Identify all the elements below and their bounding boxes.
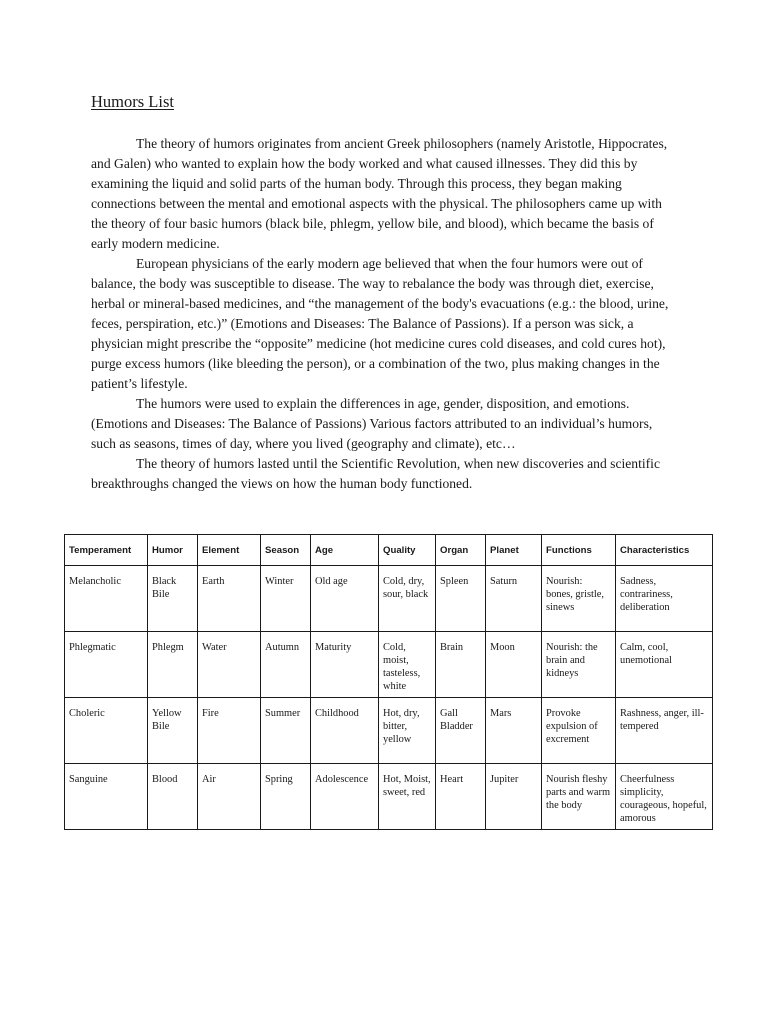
table-cell: Brain xyxy=(436,632,486,698)
header-functions: Functions xyxy=(542,535,616,566)
table-cell: Melancholic xyxy=(65,566,148,632)
table-cell: Cold, moist, tasteless, white xyxy=(379,632,436,698)
table-header-row xyxy=(65,535,713,566)
table-row xyxy=(65,632,713,698)
table-cell: Phlegmatic xyxy=(65,632,148,698)
table-cell: Maturity xyxy=(311,632,379,698)
header-characteristics: Characteristics xyxy=(616,535,713,566)
table-cell: Hot, Moist, sweet, red xyxy=(379,764,436,830)
header-quality: Quality xyxy=(379,535,436,566)
header-organ: Organ xyxy=(436,535,486,566)
table-cell: Jupiter xyxy=(486,764,542,830)
table-cell: Provoke expulsion of excrement xyxy=(542,698,616,764)
table-cell: Summer xyxy=(261,698,311,764)
table-cell: Earth xyxy=(198,566,261,632)
table-cell: Air xyxy=(198,764,261,830)
paragraph-4: The theory of humors lasted until the Scientific Revolution, when new discoveries and scientific breakthroughs changed the views on how the human body functioned. xyxy=(91,456,660,491)
header-humor: Humor xyxy=(148,535,198,566)
table-cell: Sanguine xyxy=(65,764,148,830)
document-body xyxy=(91,134,671,494)
humors-table xyxy=(64,534,713,830)
paragraph-2: European physicians of the early modern age believed that when the four humors were out of balance, the body was susceptible to disease. The way to rebalance the body was through diet, exercise, herbal or mineral-based medicines, and “the management of the body's evacuations (e.g.: the blood, urine, feces, perspiration, etc.)” (Emotions and Diseases: The Balance of Passions). If a person was sick, a physician might prescribe the “opposite” medicine (hot medicine cures cold diseases, and cold cures hot), purge excess humors (like bleeding the person), or a combination of the two, plus making changes in the patient’s lifestyle. xyxy=(91,256,669,391)
table-cell: Cheerfulness simplicity, courageous, hopeful, amorous xyxy=(616,764,713,830)
table-cell: Saturn xyxy=(486,566,542,632)
table-cell: Black Bile xyxy=(148,566,198,632)
paragraph-3: The humors were used to explain the differences in age, gender, disposition, and emotions. (Emotions and Diseases: The Balance of Passions) Various factors attributed to an individual’s humors, such as seasons, times of day, where you lived (geography and climate), etc… xyxy=(91,396,653,451)
table-cell: Water xyxy=(198,632,261,698)
table-cell: Calm, cool, unemotional xyxy=(616,632,713,698)
table-cell: Autumn xyxy=(261,632,311,698)
table-cell: Childhood xyxy=(311,698,379,764)
table-cell: Fire xyxy=(198,698,261,764)
table-cell: Phlegm xyxy=(148,632,198,698)
table-cell: Sadness, contrariness, deliberation xyxy=(616,566,713,632)
table-cell: Moon xyxy=(486,632,542,698)
header-season: Season xyxy=(261,535,311,566)
table-cell: Heart xyxy=(436,764,486,830)
table-cell: Nourish fleshy parts and warm the body xyxy=(542,764,616,830)
table-cell: Nourish: the brain and kidneys xyxy=(542,632,616,698)
header-temperament: Temperament xyxy=(65,535,148,566)
table-cell: Spleen xyxy=(436,566,486,632)
table-cell: Spring xyxy=(261,764,311,830)
page-title: Humors List xyxy=(91,92,174,111)
table-cell: Choleric xyxy=(65,698,148,764)
table-cell: Rashness, anger, ill-tempered xyxy=(616,698,713,764)
header-planet: Planet xyxy=(486,535,542,566)
table-cell: Nourish: bones, gristle, sinews xyxy=(542,566,616,632)
table-cell: Mars xyxy=(486,698,542,764)
table-cell: Yellow Bile xyxy=(148,698,198,764)
paragraph-1: The theory of humors originates from ancient Greek philosophers (namely Aristotle, Hippocrates, and Galen) who wanted to explain how the body worked and what caused illnesses. They did this by examining the liquid and solid parts of the human body. Through this process, they began making connections between the mental and emotional aspects with the physical. The philosophers came up with the theory of four basic humors (black bile, phlegm, yellow bile, and blood), which became the basis of early modern medicine. xyxy=(91,136,668,251)
header-age: Age xyxy=(311,535,379,566)
table-row xyxy=(65,698,713,764)
table-cell: Old age xyxy=(311,566,379,632)
table-cell: Winter xyxy=(261,566,311,632)
table-cell: Cold, dry, sour, black xyxy=(379,566,436,632)
table-row xyxy=(65,764,713,830)
table-cell: Hot, dry, bitter, yellow xyxy=(379,698,436,764)
table-cell: Blood xyxy=(148,764,198,830)
header-element: Element xyxy=(198,535,261,566)
table-row xyxy=(65,566,713,632)
table-cell: Gall Bladder xyxy=(436,698,486,764)
table-cell: Adolescence xyxy=(311,764,379,830)
